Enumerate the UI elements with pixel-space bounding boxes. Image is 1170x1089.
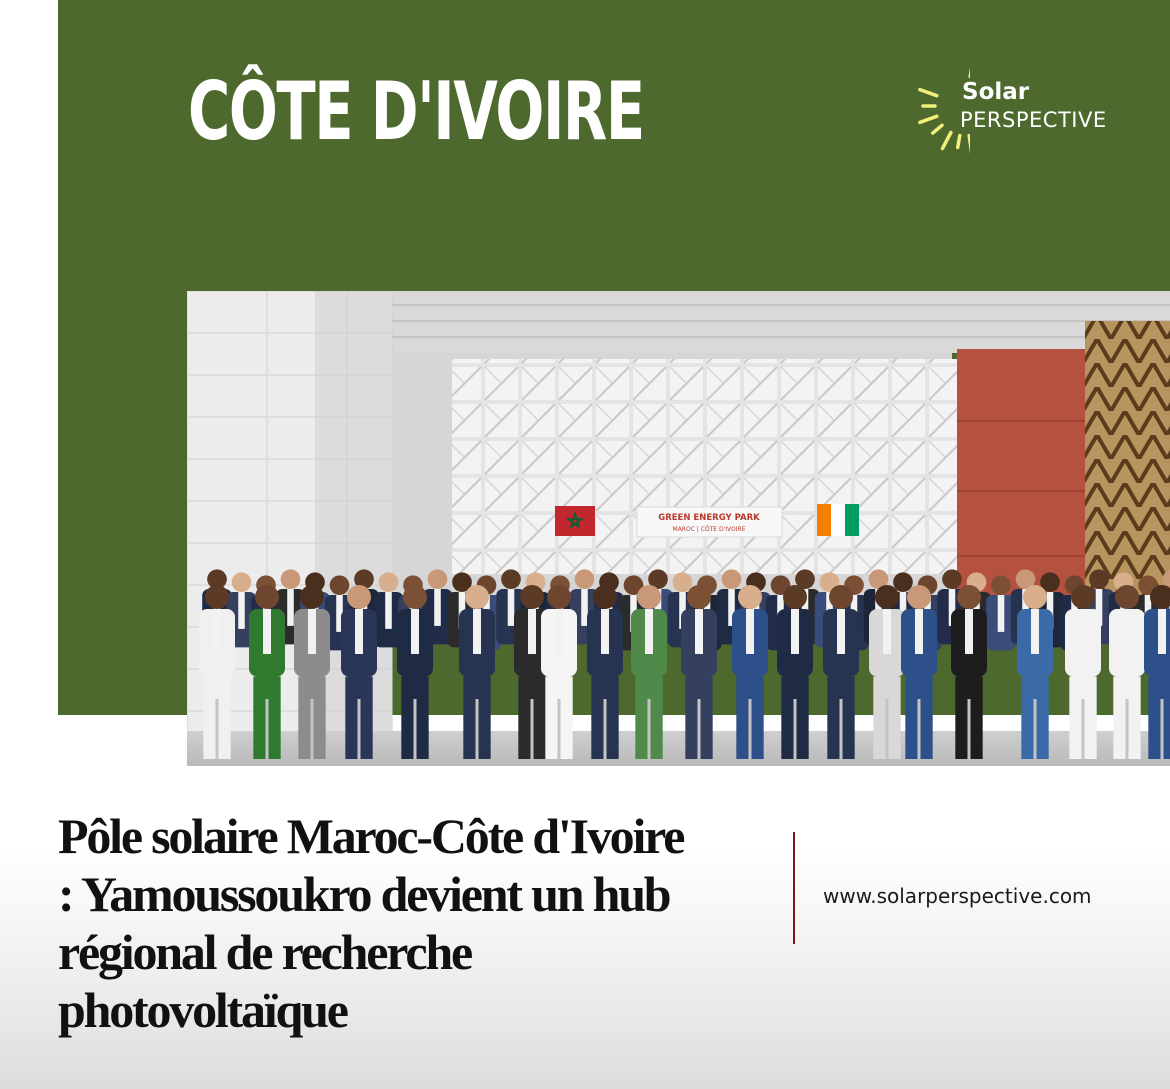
brand-name: Solar: [962, 79, 1030, 105]
article-headline: Pôle solaire Maroc-Côte d'Ivoire : Yamoussoukro devient un hub régional de recherche photovoltaïque: [58, 808, 684, 1038]
country-title: CÔTE D'IVOIRE: [188, 65, 644, 158]
sign-line-2: MAROC | CÔTE D'IVOIRE: [672, 526, 746, 533]
vertical-divider: [793, 832, 795, 944]
cote-divoire-flag: [817, 504, 859, 536]
brand-tagline: PERSPECTIVE: [960, 108, 1107, 132]
photo-illustration: [187, 291, 1170, 766]
website-link[interactable]: www.solarperspective.com: [823, 884, 1092, 908]
sign-line-1: GREEN ENERGY PARK: [658, 513, 760, 523]
brand-logo: [910, 48, 1130, 168]
group-photo: [187, 291, 1170, 766]
photo-lattice-wall: [452, 359, 957, 574]
